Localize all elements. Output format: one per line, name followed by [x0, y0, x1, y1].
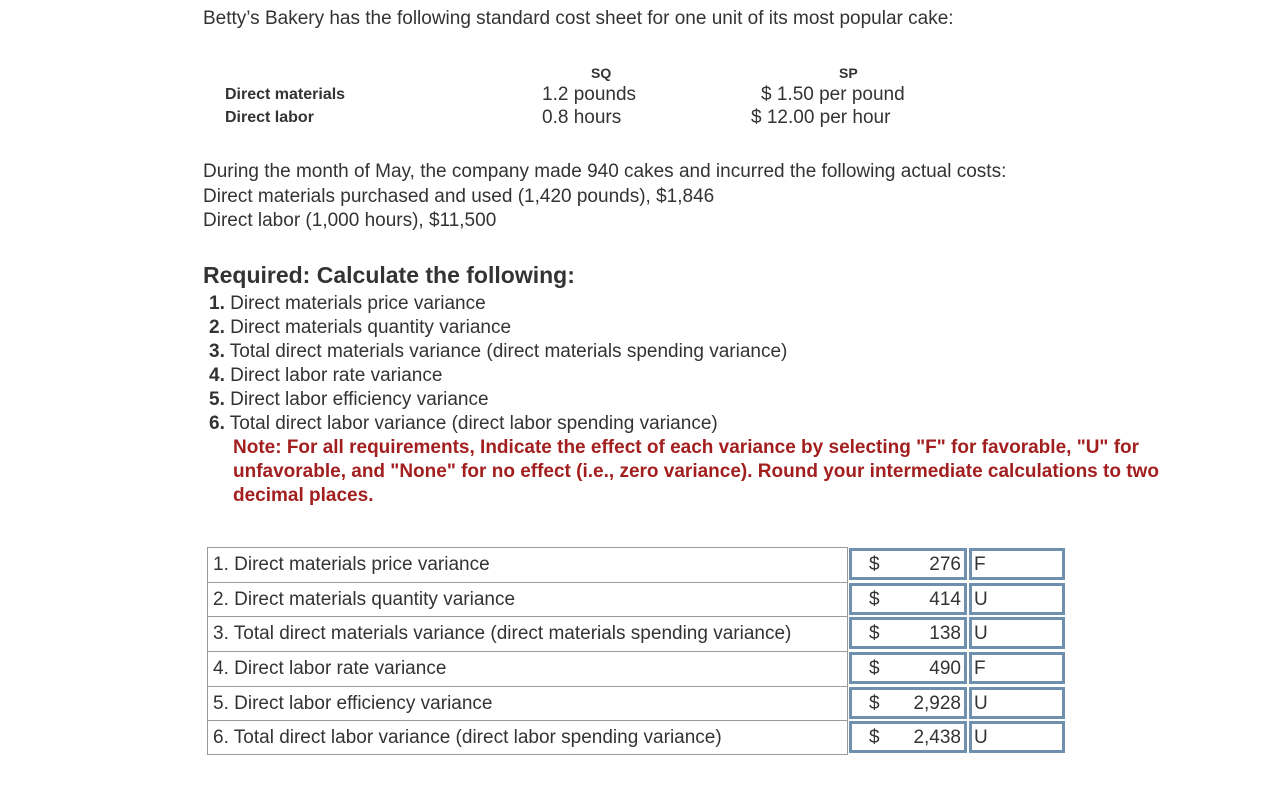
answer-label: 4. Direct labor rate variance	[207, 651, 848, 686]
amount-value: 2,928	[913, 692, 961, 714]
intro-text: Betty’s Bakery has the following standard cost sheet for one unit of its most popular cake:	[203, 8, 954, 29]
amount-input[interactable]	[849, 548, 967, 580]
answer-table	[207, 547, 1067, 755]
standard-cost-sheet	[0, 0, 1275, 140]
currency-symbol: $	[869, 623, 880, 645]
currency-symbol: $	[869, 554, 880, 575]
amount-value: 490	[929, 658, 961, 680]
required-list	[209, 292, 787, 436]
amount-value: 2,438	[913, 727, 961, 749]
answer-row	[207, 547, 1067, 582]
currency-symbol: $	[869, 692, 880, 714]
answer-label: 5. Direct labor efficiency variance	[207, 686, 848, 721]
answer-label: 3. Total direct materials variance (direct materials spending variance)	[207, 616, 848, 651]
answer-row	[207, 616, 1067, 651]
amount-value: 414	[929, 588, 961, 610]
amount-input[interactable]	[849, 617, 967, 649]
actual-costs-line: During the month of May, the company made 940 cakes and incurred the following actual costs:	[203, 161, 1007, 182]
answer-row	[207, 582, 1067, 617]
required-item: 3. Total direct materials variance (direct materials spending variance)	[209, 341, 788, 362]
currency-symbol: $	[869, 588, 880, 610]
amount-value: 138	[929, 623, 961, 645]
sq-header: SQ	[591, 65, 612, 81]
answer-row	[207, 720, 1067, 755]
sp-header: SP	[839, 65, 858, 81]
answer-label: 2. Direct materials quantity variance	[207, 582, 848, 617]
cost-row-sp: $ 12.00 per hour	[751, 107, 891, 128]
required-item: 2. Direct materials quantity variance	[209, 317, 512, 338]
effect-select[interactable]: U	[969, 721, 1065, 753]
effect-select[interactable]: F	[969, 652, 1065, 684]
answer-row	[207, 686, 1067, 721]
effect-select[interactable]: U	[969, 617, 1065, 649]
amount-input[interactable]	[849, 652, 967, 684]
cost-row-label: Direct labor	[225, 109, 314, 126]
amount-value: 276	[929, 554, 961, 575]
instructions-note: Note: For all requirements, Indicate the effect of each variance by selecting "F" for favorable, "U" for unfavorable, and "None" for no effect (i.e., zero variance). Round your intermediate calculations to two decimal places.	[233, 437, 1159, 506]
required-item: 6. Total direct labor variance (direct labor spending variance)	[209, 413, 718, 434]
effect-select[interactable]: F	[969, 548, 1065, 580]
effect-select[interactable]: U	[969, 583, 1065, 615]
answer-row	[207, 651, 1067, 686]
currency-symbol: $	[869, 658, 880, 680]
answer-label: 6. Total direct labor variance (direct labor spending variance)	[207, 720, 848, 755]
amount-input[interactable]	[849, 583, 967, 615]
cost-row-sp: $ 1.50 per pound	[761, 84, 905, 105]
required-item: 4. Direct labor rate variance	[209, 365, 443, 386]
effect-select[interactable]: U	[969, 687, 1065, 719]
amount-input[interactable]	[849, 721, 967, 753]
currency-symbol: $	[869, 727, 880, 749]
required-item: 5. Direct labor efficiency variance	[209, 389, 489, 410]
answer-label: 1. Direct materials price variance	[207, 547, 848, 582]
cost-row-sq: 0.8 hours	[542, 107, 622, 128]
cost-row-label: Direct materials	[225, 86, 346, 103]
required-item: 1. Direct materials price variance	[209, 293, 486, 314]
actual-costs-line: Direct labor (1,000 hours), $11,500	[203, 210, 497, 231]
actual-costs-line: Direct materials purchased and used (1,420 pounds), $1,846	[203, 185, 715, 207]
cost-row-sq: 1.2 pounds	[542, 84, 637, 105]
actual-costs-paragraph	[203, 160, 1006, 234]
amount-input[interactable]	[849, 687, 967, 719]
required-heading: Required: Calculate the following:	[203, 262, 575, 288]
